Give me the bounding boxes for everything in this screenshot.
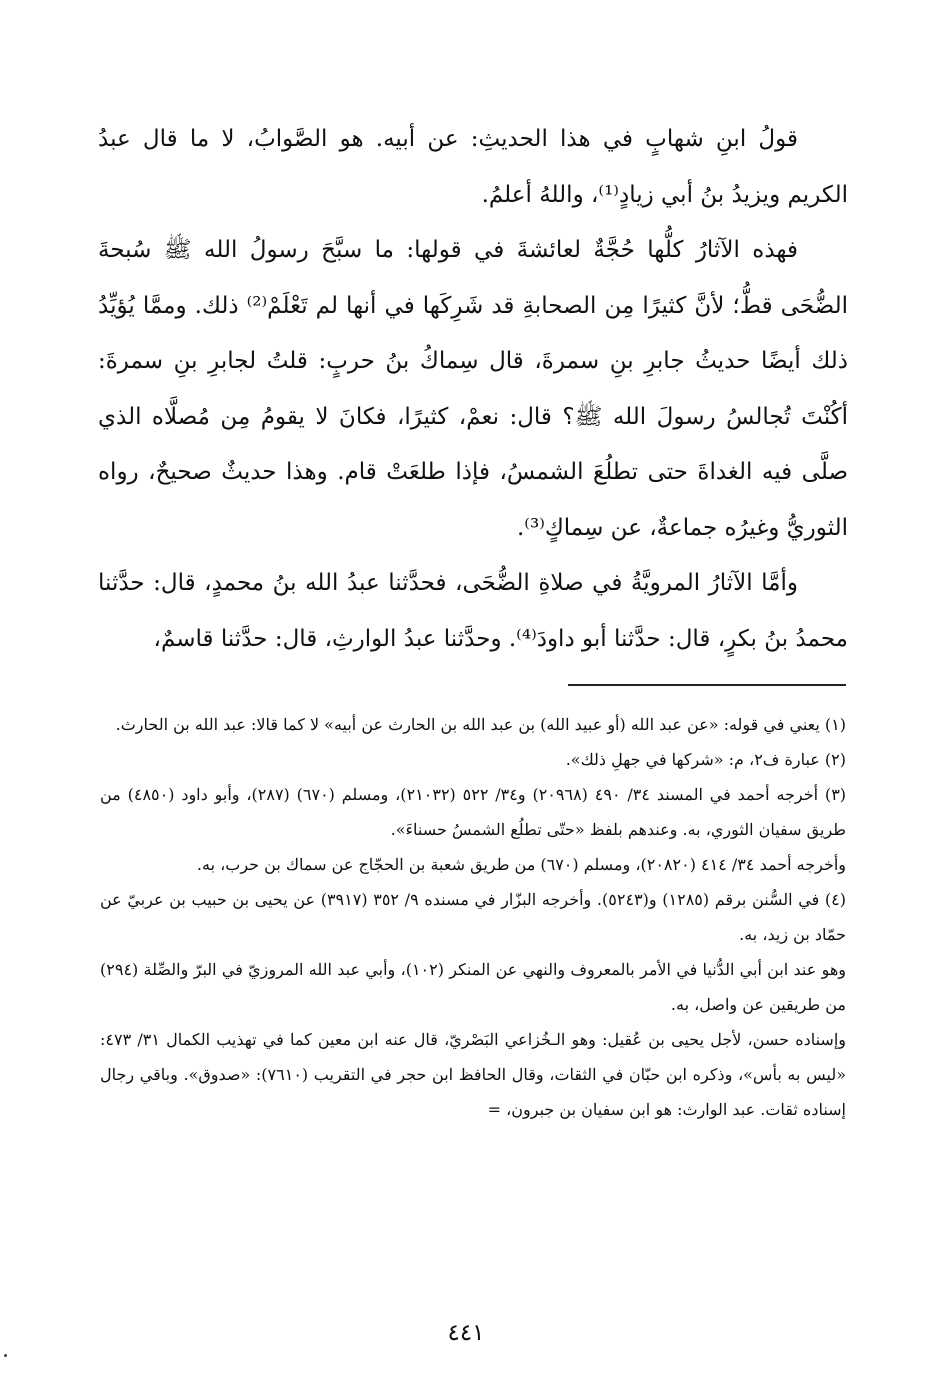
footnote-1: [100, 707, 846, 742]
main-text: [98, 112, 848, 667]
footnote-separator: [568, 684, 846, 686]
margin-mark: [4, 1354, 7, 1357]
paragraph-1: قولُ ابنِ شهابٍ في هذا الحديثِ: عن أبيه. هو الصَّوابُ، لا ما قال عبدُ الكريم ويزيدُ بنُ أبي زيادٍ⁽¹⁾، واللهُ أعلمُ.: [98, 126, 848, 208]
paragraph-2: فهذه الآثارُ كلُّها حُجَّةٌ لعائشةَ في قولها: ما سبَّحَ رسولُ الله ﷺ سُبحةَ الضُّحَى قطُّ؛ لأنَّ كثيرًا مِن الصحابةِ قد شَرِكَها في أنها لم تَعْلَمْ⁽²⁾ ذلك. وممَّا يُؤيِّدُ ذلك أيضًا حديثُ جابرِ بنِ سمرةَ، قال سِماكُ بنُ حربٍ: قلتُ لجابرِ بنِ سمرةَ: أكُنْتَ تُجالسُ رسولَ الله ﷺ؟ قال: نعمْ، كثيرًا، فكانَ لا يقومُ مِن مُصلَّاه الذي صلَّى فيه الغداةَ حتى تطلُعَ الشمسُ، فإذا طلعَتْ قام. وهذا حديثٌ صحيحٌ، رواه الثوريُّ وغيرُه جماعةٌ، عن سِماكٍ⁽³⁾.: [98, 237, 849, 541]
footnote-text: وأخرجه أحمد ٣٤/ ٤١٤ (٢٠٨٢٠)، ومسلم (٦٧٠) من طريق شعبة بن الحجّاج عن سماك بن حرب، به.: [196, 855, 846, 874]
footnote-text: وهو عند ابن أبي الدُّنيا في الأمر بالمعروف والنهي عن المنكر (١٠٢)، وأبي عبد الله المروزيّ في البرّ والصِّلة (٢٩٤) من طريقين عن واصل، به.: [100, 960, 846, 1014]
footnote-text: (٤) في السُّنن برقم (١٢٨٥) و(٥٢٤٣). وأخرجه البزّار في مسنده ٩/ ٣٥٢ (٣٩١٧) عن يحيى بن حبيب بن عربيّ عن حمّاد بن زيد، به.: [100, 890, 847, 944]
footnote-text: (٢) عبارة ف٢، م: «شركها في جهلِ ذلك».: [565, 750, 846, 769]
footnote-2: [100, 742, 846, 777]
page-number: ٤٤١: [447, 1320, 485, 1346]
footnote-text: (١) يعني في قوله: «عن عبد الله (أو عبيد الله) بن عبد الله بن الحارث عن أبيه» لا كما قالا: عبد الله بن الحارث.: [115, 715, 846, 734]
footnotes: [100, 707, 846, 1127]
footnote-text: وإسناده حسن، لأجل يحيى بن عُقيل: وهو الـخُزاعي البَصْريّ، قال عنه ابن معين كما في تهذيب الكمال ٣١/ ٤٧٣: «ليس به بأس»، وذكره ابن حبّان في الثقات، وقال الحافظ ابن حجر في التقريب (٧٦١٠): «صدوق». وباقي رجال إسناده ثقات. عبد الوارث: هو ابن سفيان بن جبرون، =: [100, 1030, 846, 1119]
footnote-3: [100, 777, 846, 882]
footnote-4: [100, 882, 846, 1127]
paragraph-3: وأمَّا الآثارُ المرويَّةُ في صلاةِ الضُّحَى، فحدَّثنا عبدُ الله بنُ محمدٍ، قال: حدَّثنا محمدُ بنُ بكرٍ، قال: حدَّثنا أبو داودَ⁽⁴⁾. وحدَّثنا عبدُ الوارثِ، قال: حدَّثنا قاسمٌ،: [98, 570, 848, 652]
footnote-text: (٣) أخرجه أحمد في المسند ٣٤/ ٤٩٠ (٢٠٩٦٨) و٣٤/ ٥٢٢ (٢١٠٣٢)، ومسلم (٦٧٠) (٢٨٧)، وأبو داود (٤٨٥٠) من طريق سفيان الثوري، به. وعندهم بلفظ «حتّى تطلُع الشمسُ حسناءَ».: [100, 785, 847, 839]
